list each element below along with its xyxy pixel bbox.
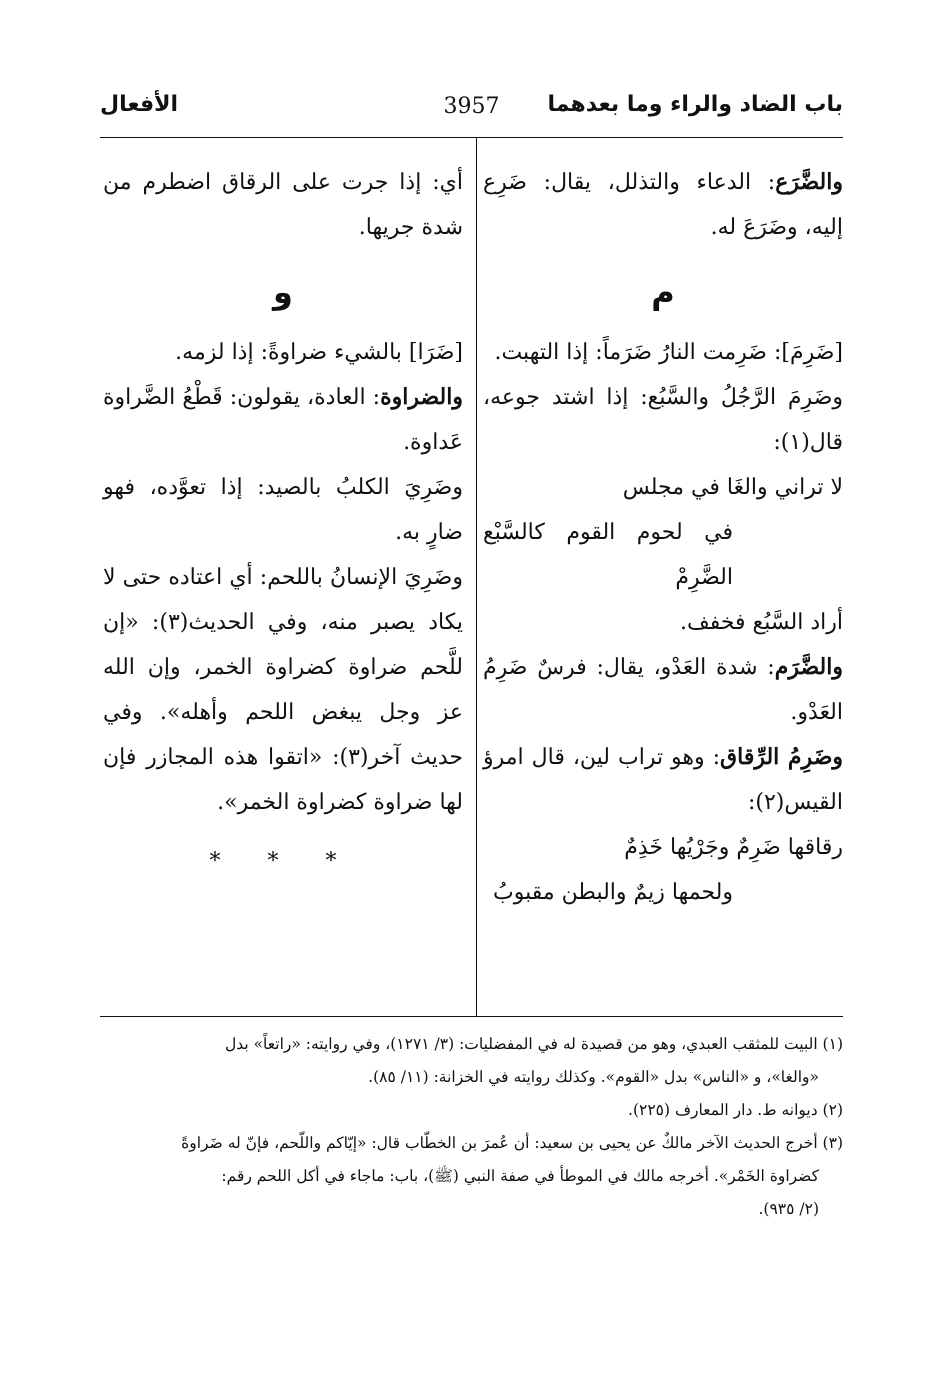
- verse-line: رقاقها ضَرِمٌ وجَرْيُها خَذِمٌ: [624, 835, 843, 860]
- right-column: [483, 160, 843, 915]
- paragraph: [ضَرِمَ]: ضَرِمت النارُ ضَرَماً: إذا التهبت.: [494, 340, 843, 365]
- paragraph: أي: إذا جرت على الرقاق اضطرم من شدة جريها.: [103, 170, 463, 240]
- verse-line: لا تراني والغَا في مجلس: [622, 475, 843, 500]
- paragraph: [ضَرَا] بالشيء ضراوةً: إذا لزمه.: [175, 340, 463, 365]
- section-separator: * * *: [209, 849, 357, 874]
- paragraph: [483, 735, 843, 825]
- page-header: [100, 92, 843, 132]
- entry-text: : وهو تراب لين، قال امرؤ القيس(٢):: [483, 745, 843, 815]
- paragraph: وضَرِيَ الإنسانُ باللحم: أي اعتاده حتى لا يكاد يصبر منه، وفي الحديث(٣): «إن للَّحم ضراوة كضراوة الخمر، وإن الله عز وجل يبغض اللحم وأهله». وفي حديث آخر(٣): «اتقوا هذه المجازر فإن لها ضراوة كضراوة الخمر».: [103, 565, 463, 815]
- entry-term: والضراوة: [380, 384, 463, 410]
- chapter-title: باب الضاد والراء وما بعدهما: [547, 92, 843, 117]
- footnote-line: (١) البيت للمثقب العبدي، وهو من قصيدة له في المفضليات: (٣/ ١٢٧١)، وفي روايته: «راتعاً» بدل: [224, 1035, 843, 1053]
- paragraph: [483, 645, 843, 735]
- entry-text: : العادة، يقولون: قَطْعُ الضَّراوة عَداوة.: [103, 385, 463, 455]
- footnote-line: (٣) أخرج الحديث الآخر مالكٌ عن يحيى بن سعيد: أن عُمرَ بن الخطّاب قال: «إيّاكم واللّحم، فإنّ له ضَراوةً: [181, 1134, 843, 1152]
- entry-term: والضَّرَم: [774, 654, 843, 680]
- paragraph: وضَرِيَ الكلبُ بالصيد: إذا تعوَّده، فهو ضارٍ به.: [103, 475, 463, 545]
- verse-line: ولحمها زيمٌ والبطن مقبوبُ: [493, 880, 733, 905]
- footnote-line: (٢/ ٩٣٥).: [758, 1200, 819, 1218]
- entry-text: : الدعاء والتذلل، يقال: ضَرِع إليه، وضَرَعَ له.: [483, 170, 843, 240]
- footnotes: [103, 1028, 843, 1226]
- entry-term: وضَرِمُ الرِّقاق: [720, 744, 844, 770]
- entry-text: : شدة العَدْو، يقال: فرسٌ ضَرِمُ العَدْو.: [483, 655, 843, 725]
- section-letter: و: [273, 273, 293, 311]
- paragraph: [483, 160, 843, 250]
- entry-term: والضَّرَع: [775, 169, 843, 195]
- footnote-line: «والغا»، و «الناس» بدل «القوم». وكذلك روايته في الخزانة: (١١/ ٨٥).: [368, 1068, 819, 1086]
- header-rule: [100, 137, 843, 138]
- book-section-title: الأفعال: [100, 92, 179, 117]
- verse-line: في لحوم القوم كالسَّبْع الضَّرِمْ: [483, 520, 733, 590]
- footnote-rule: [100, 1016, 843, 1017]
- section-letter: م: [651, 273, 675, 311]
- footnote-line: كضراوة الخَمْر». أخرجه مالك في الموطأ في صفة النبي (ﷺ)، باب: ماجاء في أكل اللحم رقم:: [221, 1167, 819, 1185]
- column-divider: [476, 138, 477, 1016]
- left-column: [103, 160, 463, 884]
- paragraph: أراد السَّبُع فخفف.: [679, 610, 843, 635]
- paragraph: وضَرِمَ الرَّجُلُ والسَّبُع: إذا اشتد جوعه، قال(١):: [483, 385, 843, 455]
- page-number: 3957: [443, 94, 500, 119]
- paragraph: [103, 375, 463, 465]
- footnote-line: (٢) ديوانه ط. دار المعارف (٢٢٥).: [628, 1101, 843, 1119]
